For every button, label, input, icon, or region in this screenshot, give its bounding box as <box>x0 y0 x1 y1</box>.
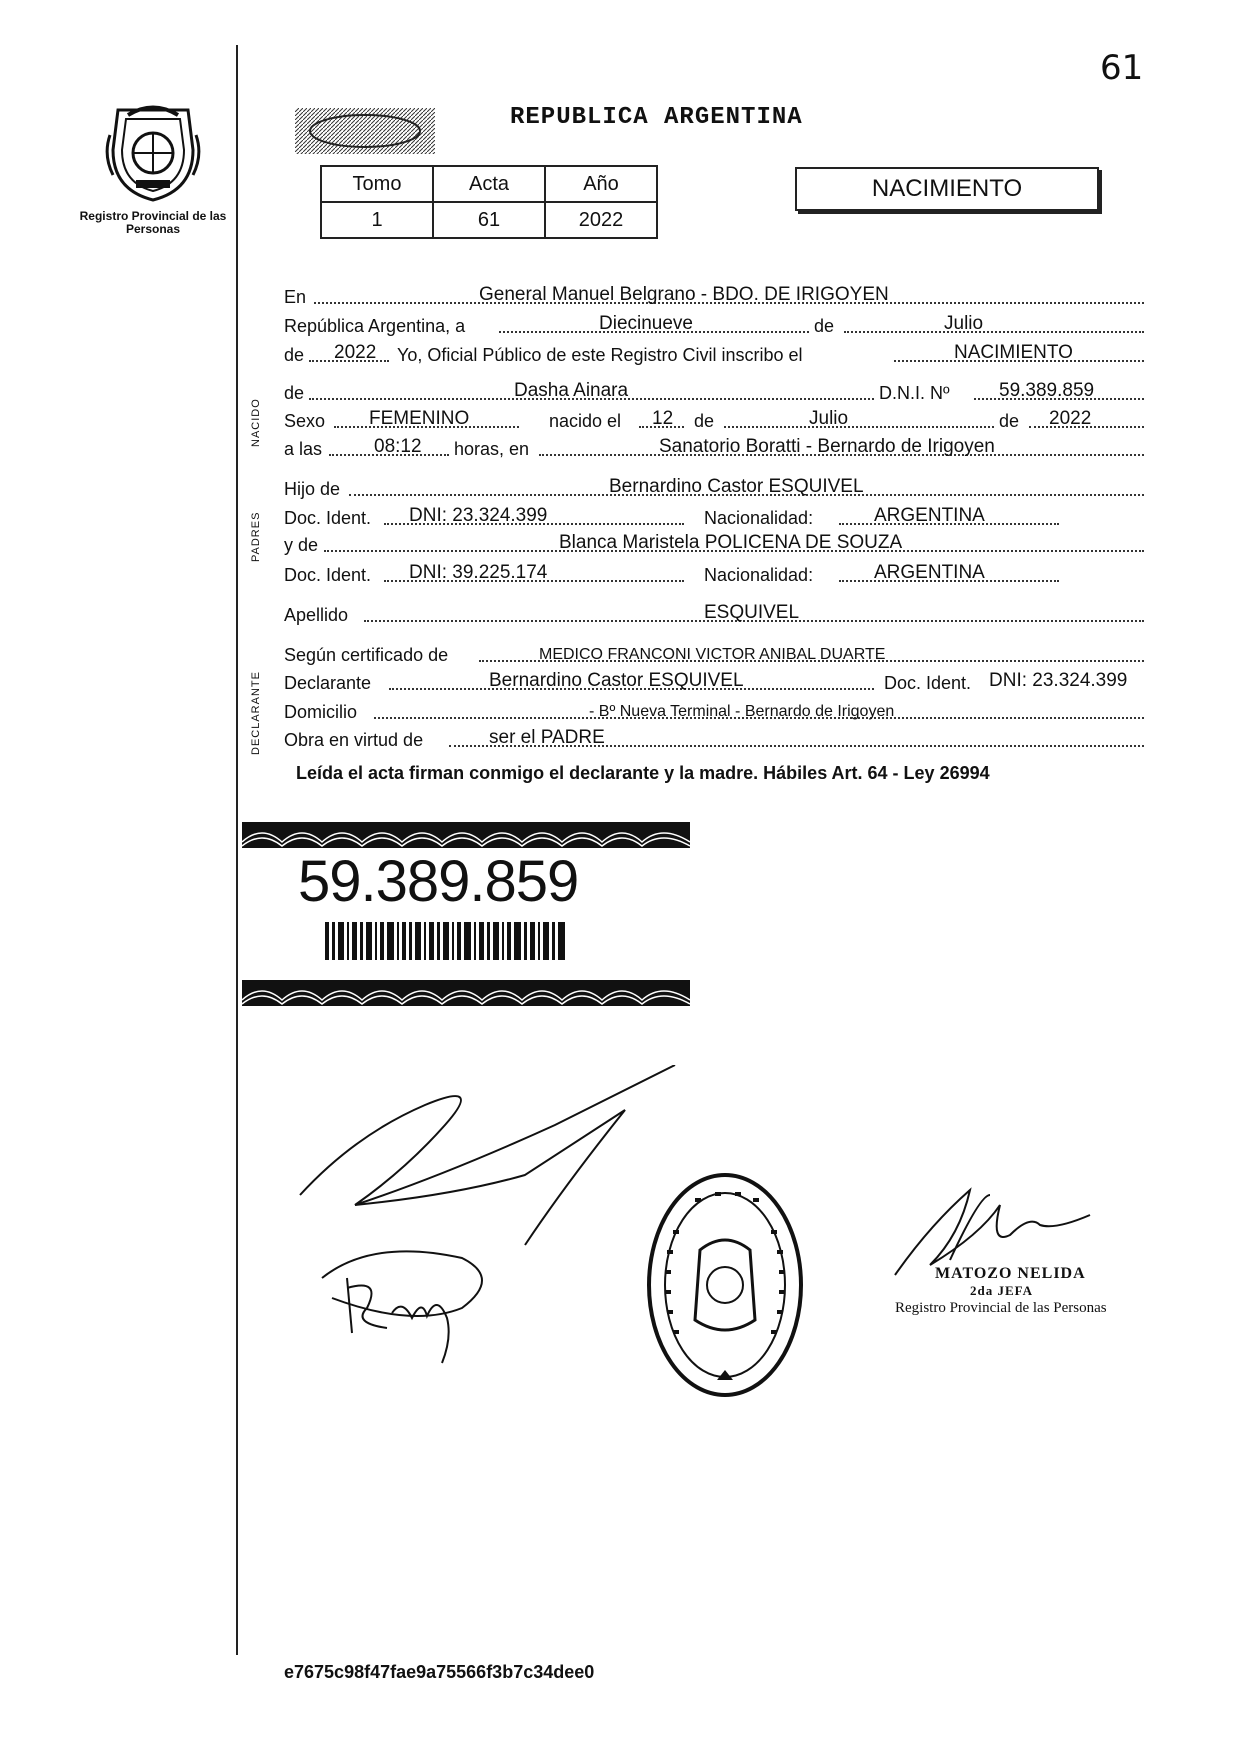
label-obra: Obra en virtud de <box>284 730 424 750</box>
label-doc-ident: Doc. Ident. <box>884 673 972 693</box>
value-birth-year: 2022 <box>1049 408 1092 429</box>
row-mother <box>284 530 1144 556</box>
label-segun: Según certificado de <box>284 645 449 665</box>
official-seal-icon <box>645 1170 805 1400</box>
value-birth-time: 08:12 <box>374 436 422 457</box>
label-domicilio: Domicilio <box>284 702 358 722</box>
row-mother-doc <box>284 560 1144 586</box>
label-nacionalidad: Nacionalidad: <box>704 508 814 528</box>
side-label-padres: PADRES <box>250 511 262 562</box>
value-mother: Blanca Maristela POLICENA DE SOUZA <box>559 532 903 553</box>
value-birth-place: Sanatorio Boratti - Bernardo de Irigoyen <box>659 436 995 457</box>
value-declarant: Bernardino Castor ESQUIVEL <box>489 670 744 691</box>
label-a-las: a las <box>284 439 323 459</box>
registry-logo <box>78 95 228 236</box>
row-time-place <box>284 434 1144 460</box>
label-republica: República Argentina, a <box>284 316 466 336</box>
value-birth-day: 12 <box>652 408 674 429</box>
security-stamp-icon <box>295 108 435 154</box>
row-father <box>284 474 1144 500</box>
value-father-nat: ARGENTINA <box>874 505 985 526</box>
label-horas-en: horas, en <box>454 439 530 459</box>
row-registration-date <box>284 311 1144 337</box>
ref-value-anio: 2022 <box>545 202 657 238</box>
label-de: de <box>999 411 1020 431</box>
dotted-line <box>844 331 1144 333</box>
reference-table <box>320 165 658 239</box>
ref-header-acta: Acta <box>433 166 545 202</box>
value-certificate: MEDICO FRANCONI VICTOR ANIBAL DUARTE <box>539 646 886 663</box>
value-declarant-doc: DNI: 23.324.399 <box>989 670 1128 691</box>
label-de: de <box>284 383 305 403</box>
legal-text: Leída el acta firman conmigo el declarante y la madre. Hábiles Art. 64 - Ley 26994 <box>296 763 990 783</box>
security-band-icon <box>242 980 690 1006</box>
document-hash: e7675c98f47fae9a75566f3b7c34dee0 <box>284 1662 595 1682</box>
label-doc-ident: Doc. Ident. <box>284 565 372 585</box>
label-sexo: Sexo <box>284 411 326 431</box>
official-name: MATOZO NELIDA <box>935 1265 1086 1282</box>
ref-header-anio: Año <box>545 166 657 202</box>
row-capacity <box>284 725 1144 751</box>
official-role: 2da JEFA <box>970 1283 1034 1298</box>
row-address <box>284 697 1144 723</box>
value-name: Dasha Ainara <box>514 380 629 401</box>
margin-rule <box>236 45 238 1655</box>
value-birth-month: Julio <box>809 408 849 429</box>
value-place: General Manuel Belgrano - BDO. DE IRIGOYEN <box>479 284 889 305</box>
value-reg-year: 2022 <box>334 342 377 363</box>
official-org: Registro Provincial de las Personas <box>895 1300 1107 1316</box>
value-father-doc: DNI: 23.324.399 <box>409 505 548 526</box>
country-title: REPUBLICA ARGENTINA <box>510 104 803 131</box>
label-hijo-de: Hijo de <box>284 479 341 499</box>
page-number: 61 <box>1100 48 1144 88</box>
value-dni: 59.389.859 <box>999 380 1095 401</box>
row-sex-birth <box>284 406 1144 432</box>
row-surname <box>284 600 1144 626</box>
label-y-de: y de <box>284 535 319 555</box>
label-dni: D.N.I. Nº <box>879 383 950 403</box>
value-mother-nat: ARGENTINA <box>874 562 985 583</box>
value-reg-day: Diecinueve <box>599 313 693 334</box>
security-band-icon <box>242 822 690 848</box>
row-place <box>284 282 1144 308</box>
barcode-icon <box>325 922 565 960</box>
dni-large: 59.389.859 <box>298 849 579 914</box>
row-certificate <box>284 640 1144 666</box>
label-de: de <box>694 411 715 431</box>
row-declarant <box>284 668 1144 694</box>
row-father-doc <box>284 503 1144 529</box>
value-act-type: NACIMIENTO <box>954 342 1073 363</box>
value-sex: FEMENINO <box>369 408 470 429</box>
label-apellido: Apellido <box>284 605 349 625</box>
value-capacity: ser el PADRE <box>489 727 605 748</box>
label-nacionalidad: Nacionalidad: <box>704 565 814 585</box>
label-doc-ident: Doc. Ident. <box>284 508 372 528</box>
provincial-crest-icon <box>98 95 208 205</box>
row-name <box>284 378 1144 404</box>
ref-value-acta: 61 <box>433 202 545 238</box>
mother-signature-icon <box>312 1238 502 1368</box>
value-surname: ESQUIVEL <box>704 602 800 623</box>
ref-header-tomo: Tomo <box>321 166 433 202</box>
label-de: de <box>284 345 305 365</box>
row-registration-act <box>284 340 1144 366</box>
label-en: En <box>284 287 307 307</box>
document-type-box: NACIMIENTO <box>795 167 1099 211</box>
value-mother-doc: DNI: 39.225.174 <box>409 562 548 583</box>
value-address: - Bº Nueva Terminal - Bernardo de Irigoyen <box>589 703 895 720</box>
side-label-declarante: DECLARANTE <box>250 671 262 755</box>
label-declarante: Declarante <box>284 673 372 693</box>
value-father: Bernardino Castor ESQUIVEL <box>609 476 864 497</box>
label-yo: Yo, Oficial Público de este Registro Civil inscribo el <box>397 345 803 365</box>
ref-value-tomo: 1 <box>321 202 433 238</box>
value-reg-month: Julio <box>944 313 984 334</box>
side-label-nacido: NACIDO <box>250 398 262 447</box>
label-de: de <box>814 316 835 336</box>
label-nacido-el: nacido el <box>549 411 622 431</box>
dotted-line <box>724 426 994 428</box>
registry-caption: Registro Provincial de las Personas <box>79 209 227 236</box>
